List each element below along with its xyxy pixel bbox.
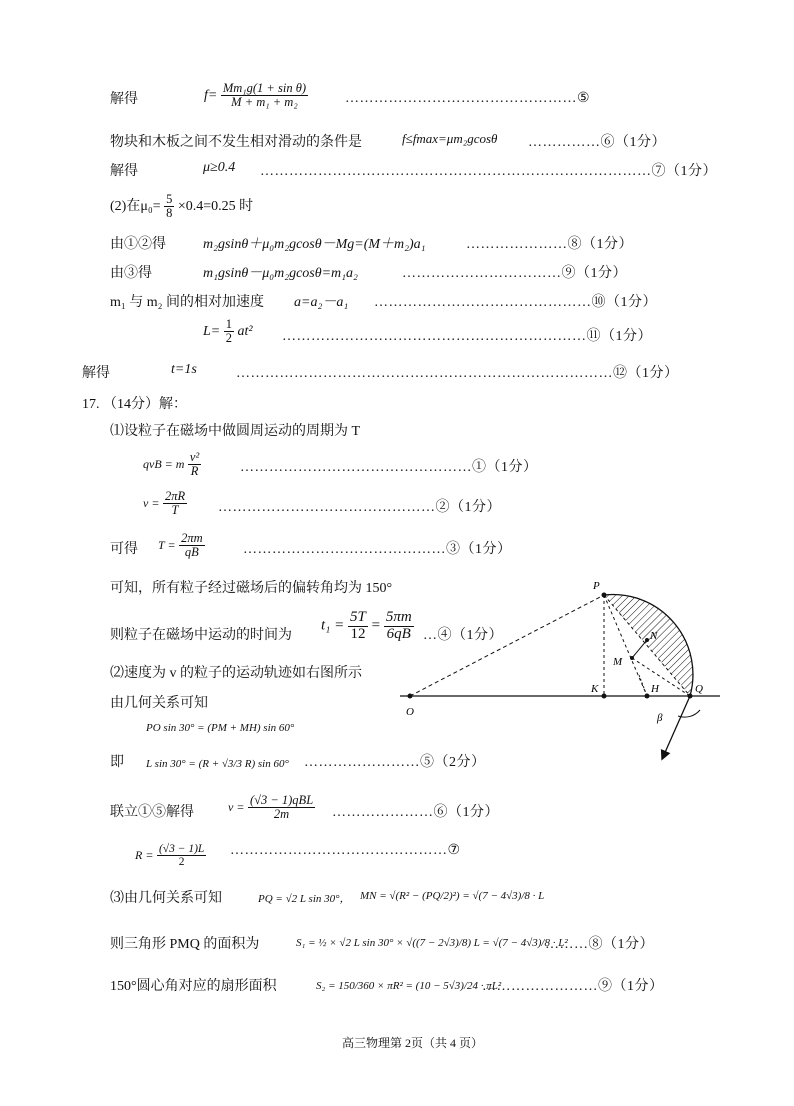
eq10: a=a₂－a₁ — [294, 295, 349, 310]
dots-mark: …………………………………………①（1分） — [240, 460, 538, 475]
label: 则三角形 PMQ 的面积为 — [110, 937, 260, 952]
point-p — [602, 593, 607, 598]
label-h: H — [651, 683, 659, 695]
label: 则粒子在磁场中运动的时间为 — [110, 628, 292, 643]
dots-mark: ………………………………………………………⑪（1分） — [282, 329, 652, 344]
dots-mark: ………………………………………⑩（1分） — [374, 295, 657, 310]
eq11: L= $\frac{1}{2}$ at² — [203, 317, 253, 346]
eq8b: S₁ = ½ × √2 L sin 30° × √((7 − 2√3)/8) L = √(7 − 4√3)/8 · L² — [296, 937, 568, 949]
label: 联立①⑤解得 — [110, 805, 194, 820]
dots-mark: …④（1分） — [423, 628, 503, 643]
eq9: m₁gsinθ－μ₀m₂gcosθ=m₁a₂ — [203, 266, 358, 281]
eq5b: L sin 30° = (R + √3/3 R) sin 60° — [146, 758, 289, 770]
label-q: Q — [695, 683, 703, 695]
label-k: K — [591, 683, 599, 695]
pq-eq: PQ = √2 L sin 30°， — [258, 893, 351, 905]
dots-mark: …………………⑥（1分） — [332, 805, 499, 820]
eq6b: v = $\frac{\text{(√3 − 1)qBL}}{2m}$ — [228, 793, 314, 822]
point-n — [645, 638, 649, 642]
hatched-region — [604, 594, 693, 696]
eq6: f≤fmax=μm₂gcosθ — [402, 131, 498, 146]
label: 解得 — [82, 366, 110, 381]
velocity-arrow — [663, 696, 690, 757]
point-h — [645, 694, 650, 699]
geometry-text: 由几何关系可知 — [110, 696, 208, 711]
eq7: μ≥0.4 — [203, 160, 236, 175]
text: 物块和木板之间不发生相对滑动的条件是 — [110, 135, 362, 150]
dots-mark: ………………………………………⑦ — [230, 843, 461, 858]
label: 由③得 — [110, 266, 152, 281]
dots-mark: ………………………………………②（1分） — [218, 500, 501, 515]
dots-mark: ……………………⑨（1分） — [482, 979, 664, 994]
deflection-text: 可知，所有粒子经过磁场后的偏转角均为 150° — [110, 581, 393, 596]
dots-mark: …………………………………………⑤ — [345, 91, 591, 106]
dots-mark: ……………………⑤（2分） — [304, 755, 486, 770]
eq2: v = $\frac{2\pi R}{T}$ — [143, 489, 186, 518]
eq9b: S₂ = 150/360 × πR² = (10 − 5√3)/24 · πL² — [316, 980, 502, 992]
dots-mark: …………………⑧（1分） — [466, 237, 633, 252]
part1-intro: ⑴设粒子在磁场中做圆周运动的周期为 T — [110, 424, 361, 439]
question-heading: 17. （14分）解： — [82, 397, 187, 412]
dots-mark: ……………………………………………………………………⑫（1分） — [236, 366, 679, 381]
eq3: T = $\frac{2\pi m}{qB}$ — [158, 531, 203, 560]
dots-mark: ………………………………………………………………………⑦（1分） — [260, 164, 717, 179]
op-line — [410, 595, 604, 696]
label: 解得 — [110, 164, 138, 179]
dots-mark: ………⑧（1分） — [545, 937, 654, 952]
point-m — [630, 656, 634, 660]
label: 150°圆心角对应的扇形面积 — [110, 979, 277, 994]
label-beta: β — [657, 712, 663, 724]
mn-eq: MN = √(R² − (PQ/2)²) = √(7 − 4√3)/8 · L — [360, 890, 545, 902]
dots-mark: ……………………………………③（1分） — [243, 542, 512, 557]
eq8: m₂gsinθ＋μ₀m₂gcosθ－Mg=(M＋m₂)a₁ — [203, 237, 426, 252]
eq4: t₁ = $\frac{5T}{12}$ = $\frac{5\pi m}{6qB}$ — [321, 609, 412, 642]
eq5-line — [110, 88, 138, 108]
geometry-eq: PO sin 30° = (PM + MH) sin 60° — [146, 722, 295, 734]
label-o: O — [406, 706, 414, 718]
page-footer: 高三物理第 2页（共 4 页） — [342, 1036, 484, 1050]
part2-intro: ⑵速度为 v 的粒子的运动轨迹如右图所示 — [110, 666, 362, 681]
eq1: qvB = m $\frac{\text{v²}}{R}$ — [143, 450, 200, 479]
label-p: P — [593, 580, 600, 592]
magnetic-field-figure — [395, 575, 725, 765]
label: 解得 — [110, 92, 138, 107]
label: 由①②得 — [110, 237, 166, 252]
label-n: N — [650, 630, 658, 642]
point-q — [688, 694, 693, 699]
label: 可得 — [110, 542, 138, 557]
eq5: f= $\frac{\text{Mm₁g(1 + sin θ)}}{\text{M + m₁ + m₂}}$ — [204, 81, 306, 110]
eq7b: R = $\frac{(√3 - 1)L}{2}$ — [135, 843, 205, 869]
point-o — [408, 694, 413, 699]
mn-line — [632, 640, 647, 658]
dots-mark: ……………………………⑨（1分） — [402, 266, 627, 281]
label-m: M — [613, 656, 623, 668]
dots-mark: ……………⑥（1分） — [528, 135, 666, 150]
condition-line: (2)在μ₀= $\frac{5}{8}$ ×0.4=0.25 时 — [110, 192, 254, 221]
eq12: t=1s — [171, 362, 197, 377]
label: ⑶由几何关系可知 — [110, 891, 222, 906]
label: 即 — [110, 755, 124, 770]
label: m₁ 与 m₂ 间的相对加速度 — [110, 295, 265, 310]
point-k — [602, 694, 607, 699]
